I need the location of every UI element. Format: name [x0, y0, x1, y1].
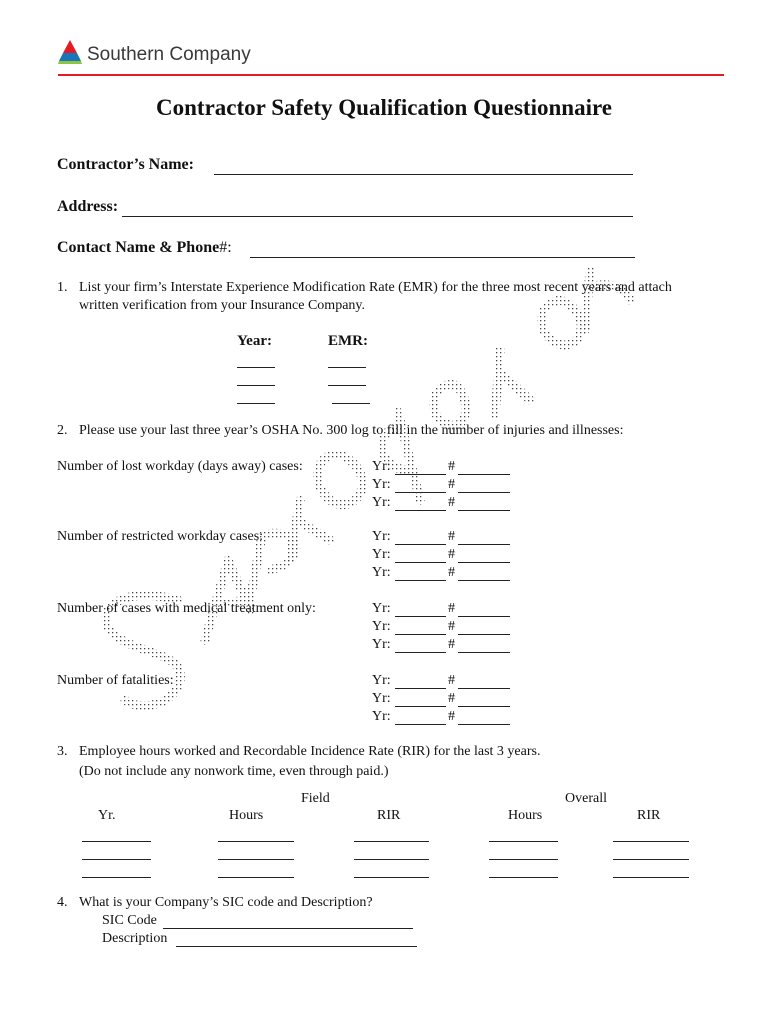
q2-hash-label: #: [448, 691, 455, 706]
q2-yr-label: Yr:: [372, 619, 391, 634]
q2-yr-label: Yr:: [372, 477, 391, 492]
q3-group-overall: Overall: [565, 791, 607, 806]
q3-text-line2: (Do not include any nonwork time, even through paid.): [79, 764, 389, 779]
brand-name: Southern Company: [87, 44, 251, 65]
q2-yr-label: Yr:: [372, 601, 391, 616]
q2-yr-label: Yr:: [372, 691, 391, 706]
q4-text: What is your Company’s SIC code and Description?: [79, 895, 373, 910]
q2-hash-label: #: [448, 619, 455, 634]
q3-col-overall-rir: RIR: [637, 808, 661, 823]
q2-category-fatalities: Number of fatalities:: [57, 673, 174, 688]
q2-hash-label: #: [448, 673, 455, 688]
q2-number: 2.: [57, 423, 68, 438]
q3-col-field-hours: Hours: [229, 808, 264, 823]
q2-yr-label: Yr:: [372, 709, 391, 724]
q3-group-field: Field: [301, 791, 330, 806]
q2-yr-label: Yr:: [372, 547, 391, 562]
q2-hash-label: #: [448, 495, 455, 510]
q2-hash-label: #: [448, 637, 455, 652]
q1-text-line1: List your firm’s Interstate Experience Modification Rate (EMR) for the three most recent years and attach: [79, 280, 672, 295]
q2-yr-label: Yr:: [372, 459, 391, 474]
q2-yr-label: Yr:: [372, 673, 391, 688]
q4-description-label: Description: [102, 931, 168, 946]
q3-col-field-rir: RIR: [377, 808, 401, 823]
contact-label: Contact Name & Phone: [57, 239, 220, 256]
q3-number: 3.: [57, 744, 68, 759]
q3-col-overall-hours: Hours: [508, 808, 543, 823]
q4-number: 4.: [57, 895, 68, 910]
q2-hash-label: #: [448, 709, 455, 724]
q1-text-line2: written verification from your Insurance Company.: [79, 298, 366, 313]
q2-yr-label: Yr:: [372, 637, 391, 652]
q2-category-lost-workday: Number of lost workday (days away) cases:: [57, 459, 303, 474]
q2-yr-label: Yr:: [372, 495, 391, 510]
q2-hash-label: #: [448, 601, 455, 616]
q2-hash-label: #: [448, 565, 455, 580]
q1-number: 1.: [57, 280, 68, 295]
page-title: Contractor Safety Qualification Questionnaire: [156, 95, 612, 120]
contractor-name-label: Contractor’s Name:: [57, 156, 194, 173]
q2-yr-label: Yr:: [372, 529, 391, 544]
q2-category-medical: Number of cases with medical treatment only:: [57, 601, 316, 616]
address-label: Address:: [57, 198, 119, 215]
contact-hash: #:: [219, 239, 232, 256]
q4-sic-label: SIC Code: [102, 913, 157, 928]
q1-emr-header: EMR:: [328, 333, 368, 349]
q2-text: Please use your last three year’s OSHA No. 300 log to fill in the number of injuries and illnesses:: [79, 423, 624, 438]
q2-hash-label: #: [448, 459, 455, 474]
q1-year-header: Year:: [237, 333, 272, 349]
q2-hash-label: #: [448, 547, 455, 562]
q2-category-restricted: Number of restricted workday cases:: [57, 529, 264, 544]
q2-yr-label: Yr:: [372, 565, 391, 580]
q3-col-yr: Yr.: [98, 808, 116, 823]
q2-hash-label: #: [448, 529, 455, 544]
q3-text-line1: Employee hours worked and Recordable Incidence Rate (RIR) for the last 3 years.: [79, 744, 541, 759]
q2-hash-label: #: [448, 477, 455, 492]
